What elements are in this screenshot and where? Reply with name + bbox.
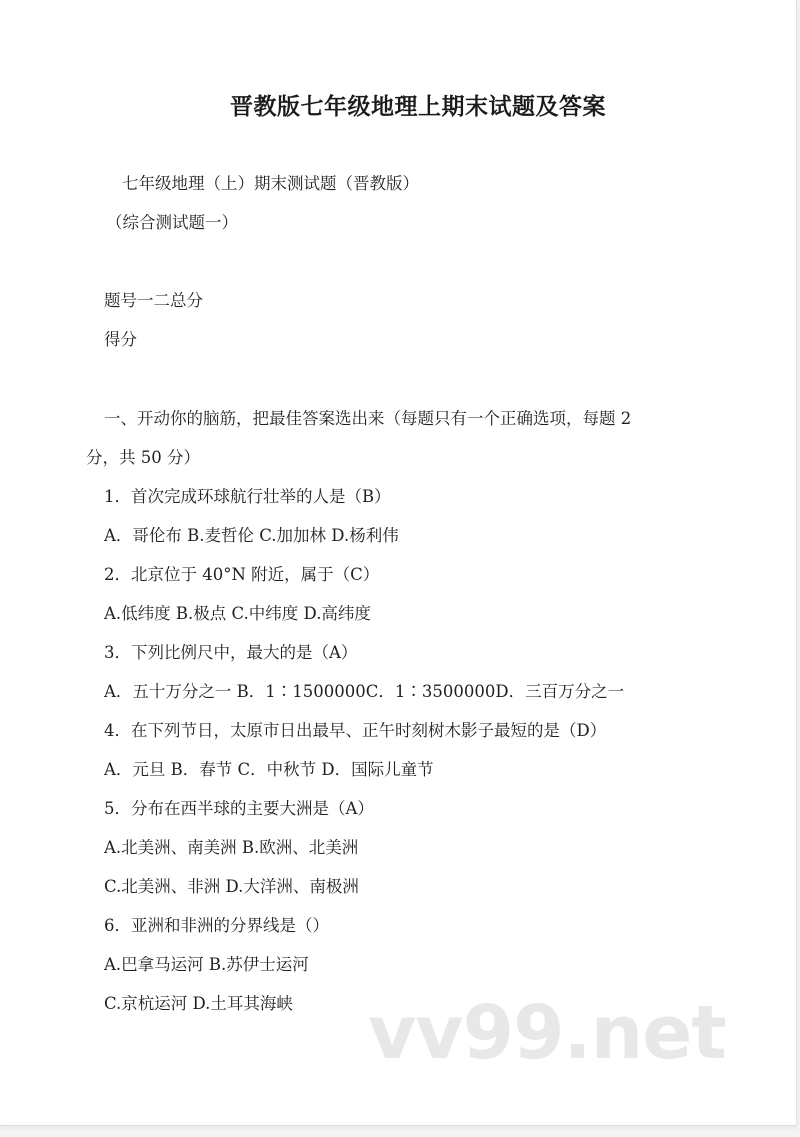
question-4-options: A．元旦 B．春节 C．中秋节 D．国际儿童节 bbox=[104, 760, 434, 779]
test-name: （综合测试题一） bbox=[106, 213, 238, 232]
question-1: 1．首次完成环球航行壮举的人是（B） bbox=[104, 487, 391, 506]
question-6-options-line2: C.京杭运河 D.土耳其海峡 bbox=[104, 994, 293, 1013]
question-5: 5．分布在西半球的主要大洲是（A） bbox=[104, 799, 374, 818]
score-table-score-row: 得分 bbox=[104, 330, 137, 349]
question-5-options-line2: C.北美洲、非洲 D.大洋洲、南极洲 bbox=[104, 877, 359, 896]
question-3: 3．下列比例尺中，最大的是（A） bbox=[104, 643, 358, 662]
question-5-options-line1: A.北美洲、南美洲 B.欧洲、北美洲 bbox=[104, 838, 359, 857]
question-6: 6．亚洲和非洲的分界线是（） bbox=[104, 916, 329, 935]
section1-instruction-continued: 分，共 50 分） bbox=[86, 448, 200, 467]
subtitle: 七年级地理（上）期末测试题（晋教版） bbox=[122, 174, 419, 193]
section1-instruction: 一、开动你的脑筋，把最佳答案选出来（每题只有一个正确选项，每题 2 bbox=[104, 409, 632, 428]
question-2: 2．北京位于 40°N 附近，属于（C） bbox=[104, 565, 380, 584]
score-table-header: 题号一二总分 bbox=[104, 291, 203, 310]
question-2-options: A.低纬度 B.极点 C.中纬度 D.高纬度 bbox=[104, 604, 371, 623]
watermark: vv99.net bbox=[368, 990, 726, 1076]
document-title: 晋教版七年级地理上期末试题及答案 bbox=[230, 94, 606, 120]
question-3-options: A．五十万分之一 B．1∶1500000C．1∶3500000D．三百万分之一 bbox=[104, 682, 625, 701]
question-4: 4．在下列节日，太原市日出最早、正午时刻树木影子最短的是（D） bbox=[104, 721, 607, 740]
question-1-options: A．哥伦布 B.麦哲伦 C.加加林 D.杨利伟 bbox=[104, 526, 399, 545]
question-6-options-line1: A.巴拿马运河 B.苏伊士运河 bbox=[104, 955, 309, 974]
